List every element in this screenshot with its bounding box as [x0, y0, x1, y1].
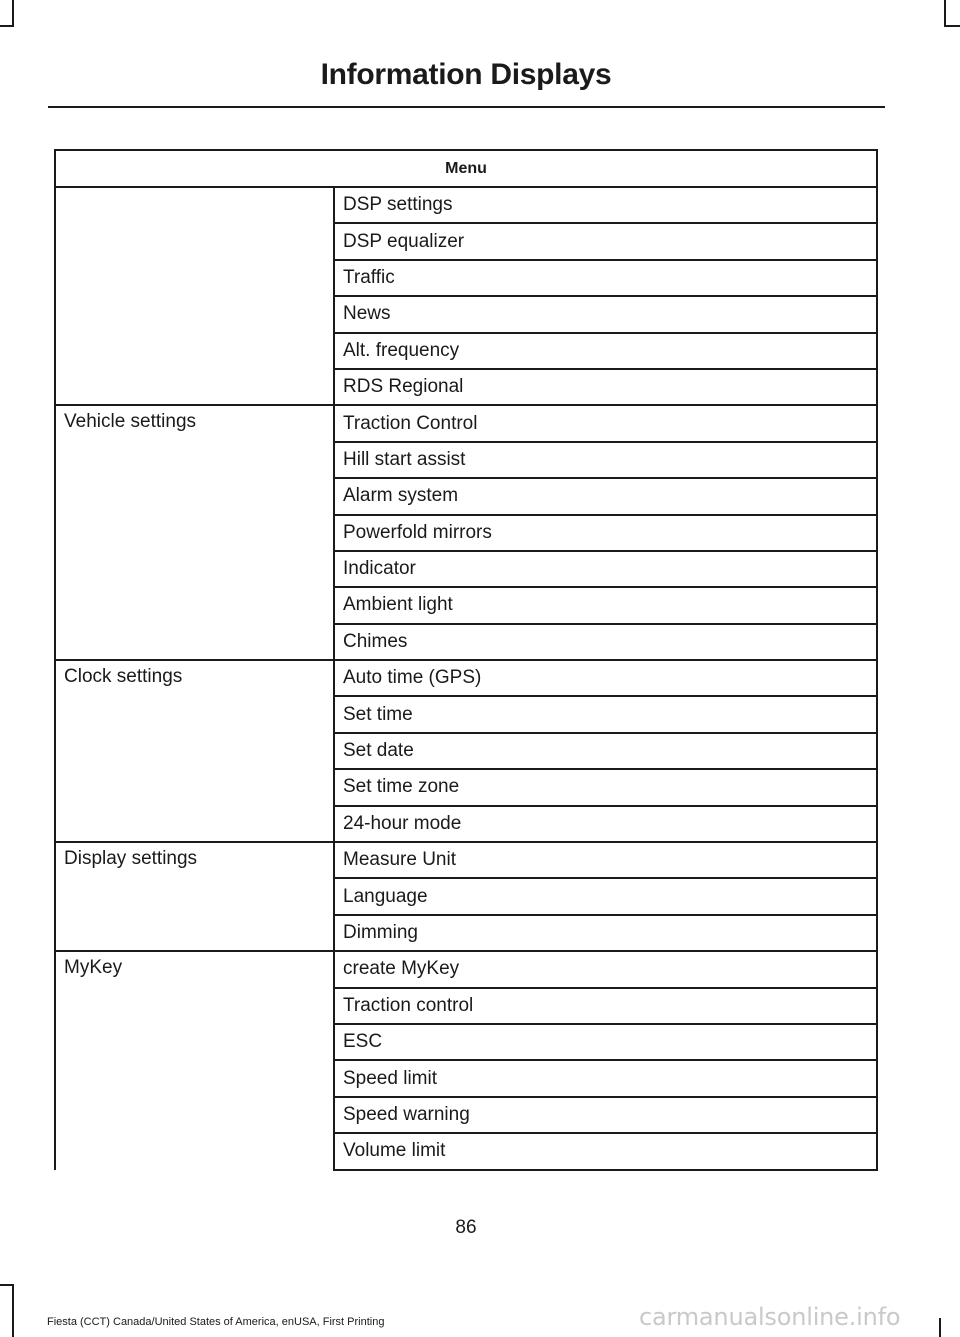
menu-item-cell: Auto time (GPS) — [334, 660, 877, 696]
menu-item-cell: Measure Unit — [334, 842, 877, 878]
menu-item-cell: Indicator — [334, 551, 877, 587]
menu-item-cell: Hill start assist — [334, 442, 877, 478]
menu-item-cell: Alt. frequency — [334, 333, 877, 369]
table-row — [55, 405, 877, 441]
menu-item-cell: Dimming — [334, 915, 877, 951]
crop-mark-top-left-vertical — [12, 0, 14, 26]
menu-item-cell: DSP equalizer — [334, 223, 877, 259]
menu-item-cell: Traction Control — [334, 405, 877, 441]
menu-item-cell: create MyKey — [334, 951, 877, 987]
menu-item-cell: 24-hour mode — [334, 806, 877, 842]
menu-table — [54, 149, 878, 1171]
page-number: 86 — [455, 1217, 477, 1238]
crop-mark-bottom-right-vertical — [939, 1318, 941, 1337]
category-cell: MyKey — [55, 951, 334, 1169]
menu-item-cell: Set time — [334, 696, 877, 732]
crop-mark-top-left-horizontal — [0, 25, 14, 27]
category-cell: Display settings — [55, 842, 334, 951]
table-row — [55, 660, 877, 696]
table-row — [55, 951, 877, 987]
crop-mark-top-right-horizontal — [944, 25, 960, 27]
menu-item-cell: Language — [334, 878, 877, 914]
menu-item-cell: News — [334, 296, 877, 332]
menu-item-cell: Traffic — [334, 260, 877, 296]
menu-item-cell: Traction control — [334, 988, 877, 1024]
edition-footer: Fiesta (CCT) Canada/United States of America, enUSA, First Printing — [47, 1316, 385, 1328]
menu-item-cell: Alarm system — [334, 478, 877, 514]
menu-item-cell: Set date — [334, 733, 877, 769]
crop-mark-bottom-left-vertical — [12, 1284, 14, 1337]
table-header-row — [55, 150, 877, 187]
watermark: carmanualsonline.info — [639, 1303, 901, 1331]
menu-item-cell: Speed warning — [334, 1097, 877, 1133]
title-divider — [48, 106, 885, 108]
category-cell: Clock settings — [55, 660, 334, 842]
menu-item-cell: Powerfold mirrors — [334, 515, 877, 551]
menu-item-cell: Volume limit — [334, 1133, 877, 1169]
table-heading: Menu — [55, 150, 877, 187]
menu-item-cell: RDS Regional — [334, 369, 877, 405]
menu-item-cell: Ambient light — [334, 587, 877, 623]
category-cell: Vehicle settings — [55, 405, 334, 660]
menu-item-cell: DSP settings — [334, 187, 877, 223]
table-row — [55, 187, 877, 223]
crop-mark-bottom-left-horizontal — [0, 1284, 14, 1286]
menu-item-cell: ESC — [334, 1024, 877, 1060]
category-cell — [55, 187, 334, 405]
menu-item-cell: Chimes — [334, 624, 877, 660]
table-row — [55, 842, 877, 878]
menu-item-cell: Speed limit — [334, 1060, 877, 1096]
menu-item-cell: Set time zone — [334, 769, 877, 805]
crop-mark-top-right-vertical — [944, 0, 946, 26]
page-title: Information Displays — [320, 58, 612, 91]
